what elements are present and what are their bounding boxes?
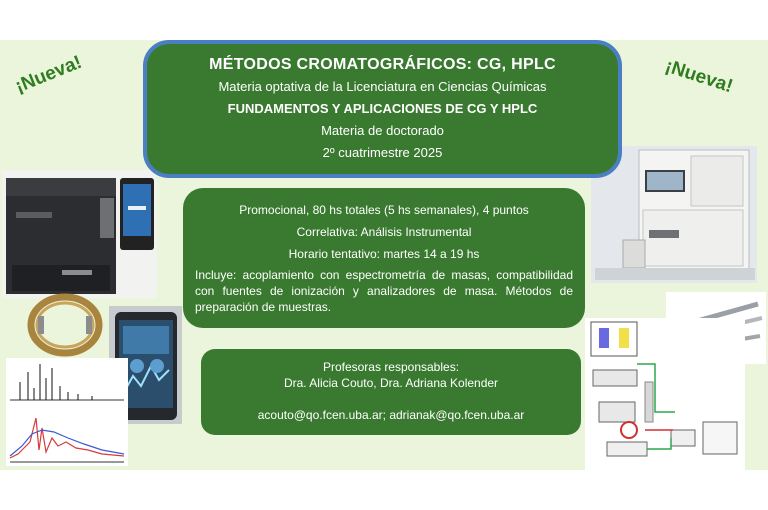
hplc-schematic-diagram [585,318,745,470]
course-program: Materia optativa de la Licenciatura en Ciencias Químicas [218,79,547,94]
spectra-images [6,358,128,466]
course-includes: Incluye: acoplamiento con espectrometría de masas, compatibilidad con fuentes de ionización y analizadores de masa. Métodos de preparación de muestras. [195,268,573,314]
professors-names: Dra. Alicia Couto, Dra. Adriana Kolender [283,376,499,390]
capillary-column-photo [20,290,110,360]
professors-box [201,349,581,435]
gc-instrument-photo [2,170,157,298]
course-term: 2º cuatrimestre 2025 [322,145,443,160]
course-prerequisite: Correlativa: Análisis Instrumental [296,225,472,239]
course-subtitle: FUNDAMENTOS Y APLICACIONES DE CG Y HPLC [227,101,538,116]
course-title-box [143,40,622,178]
course-info-box [183,188,585,328]
professors-emails[interactable]: acouto@qo.fcen.uba.ar; adrianak@qo.fcen.uba.ar [257,408,525,422]
professors-heading: Profesoras responsables: [322,360,460,374]
course-doctorate: Materia de doctorado [321,123,444,138]
nueva-badge-right: ¡Nueva! [662,55,736,98]
nueva-badge-left: ¡Nueva! [12,51,85,98]
course-title: MÉTODOS CROMATOGRÁFICOS: CG, HPLC [209,56,556,73]
course-schedule: Horario tentativo: martes 14 a 19 hs [288,247,480,261]
course-hours: Promocional, 80 hs totales (5 hs semanales), 4 puntos [239,203,529,217]
